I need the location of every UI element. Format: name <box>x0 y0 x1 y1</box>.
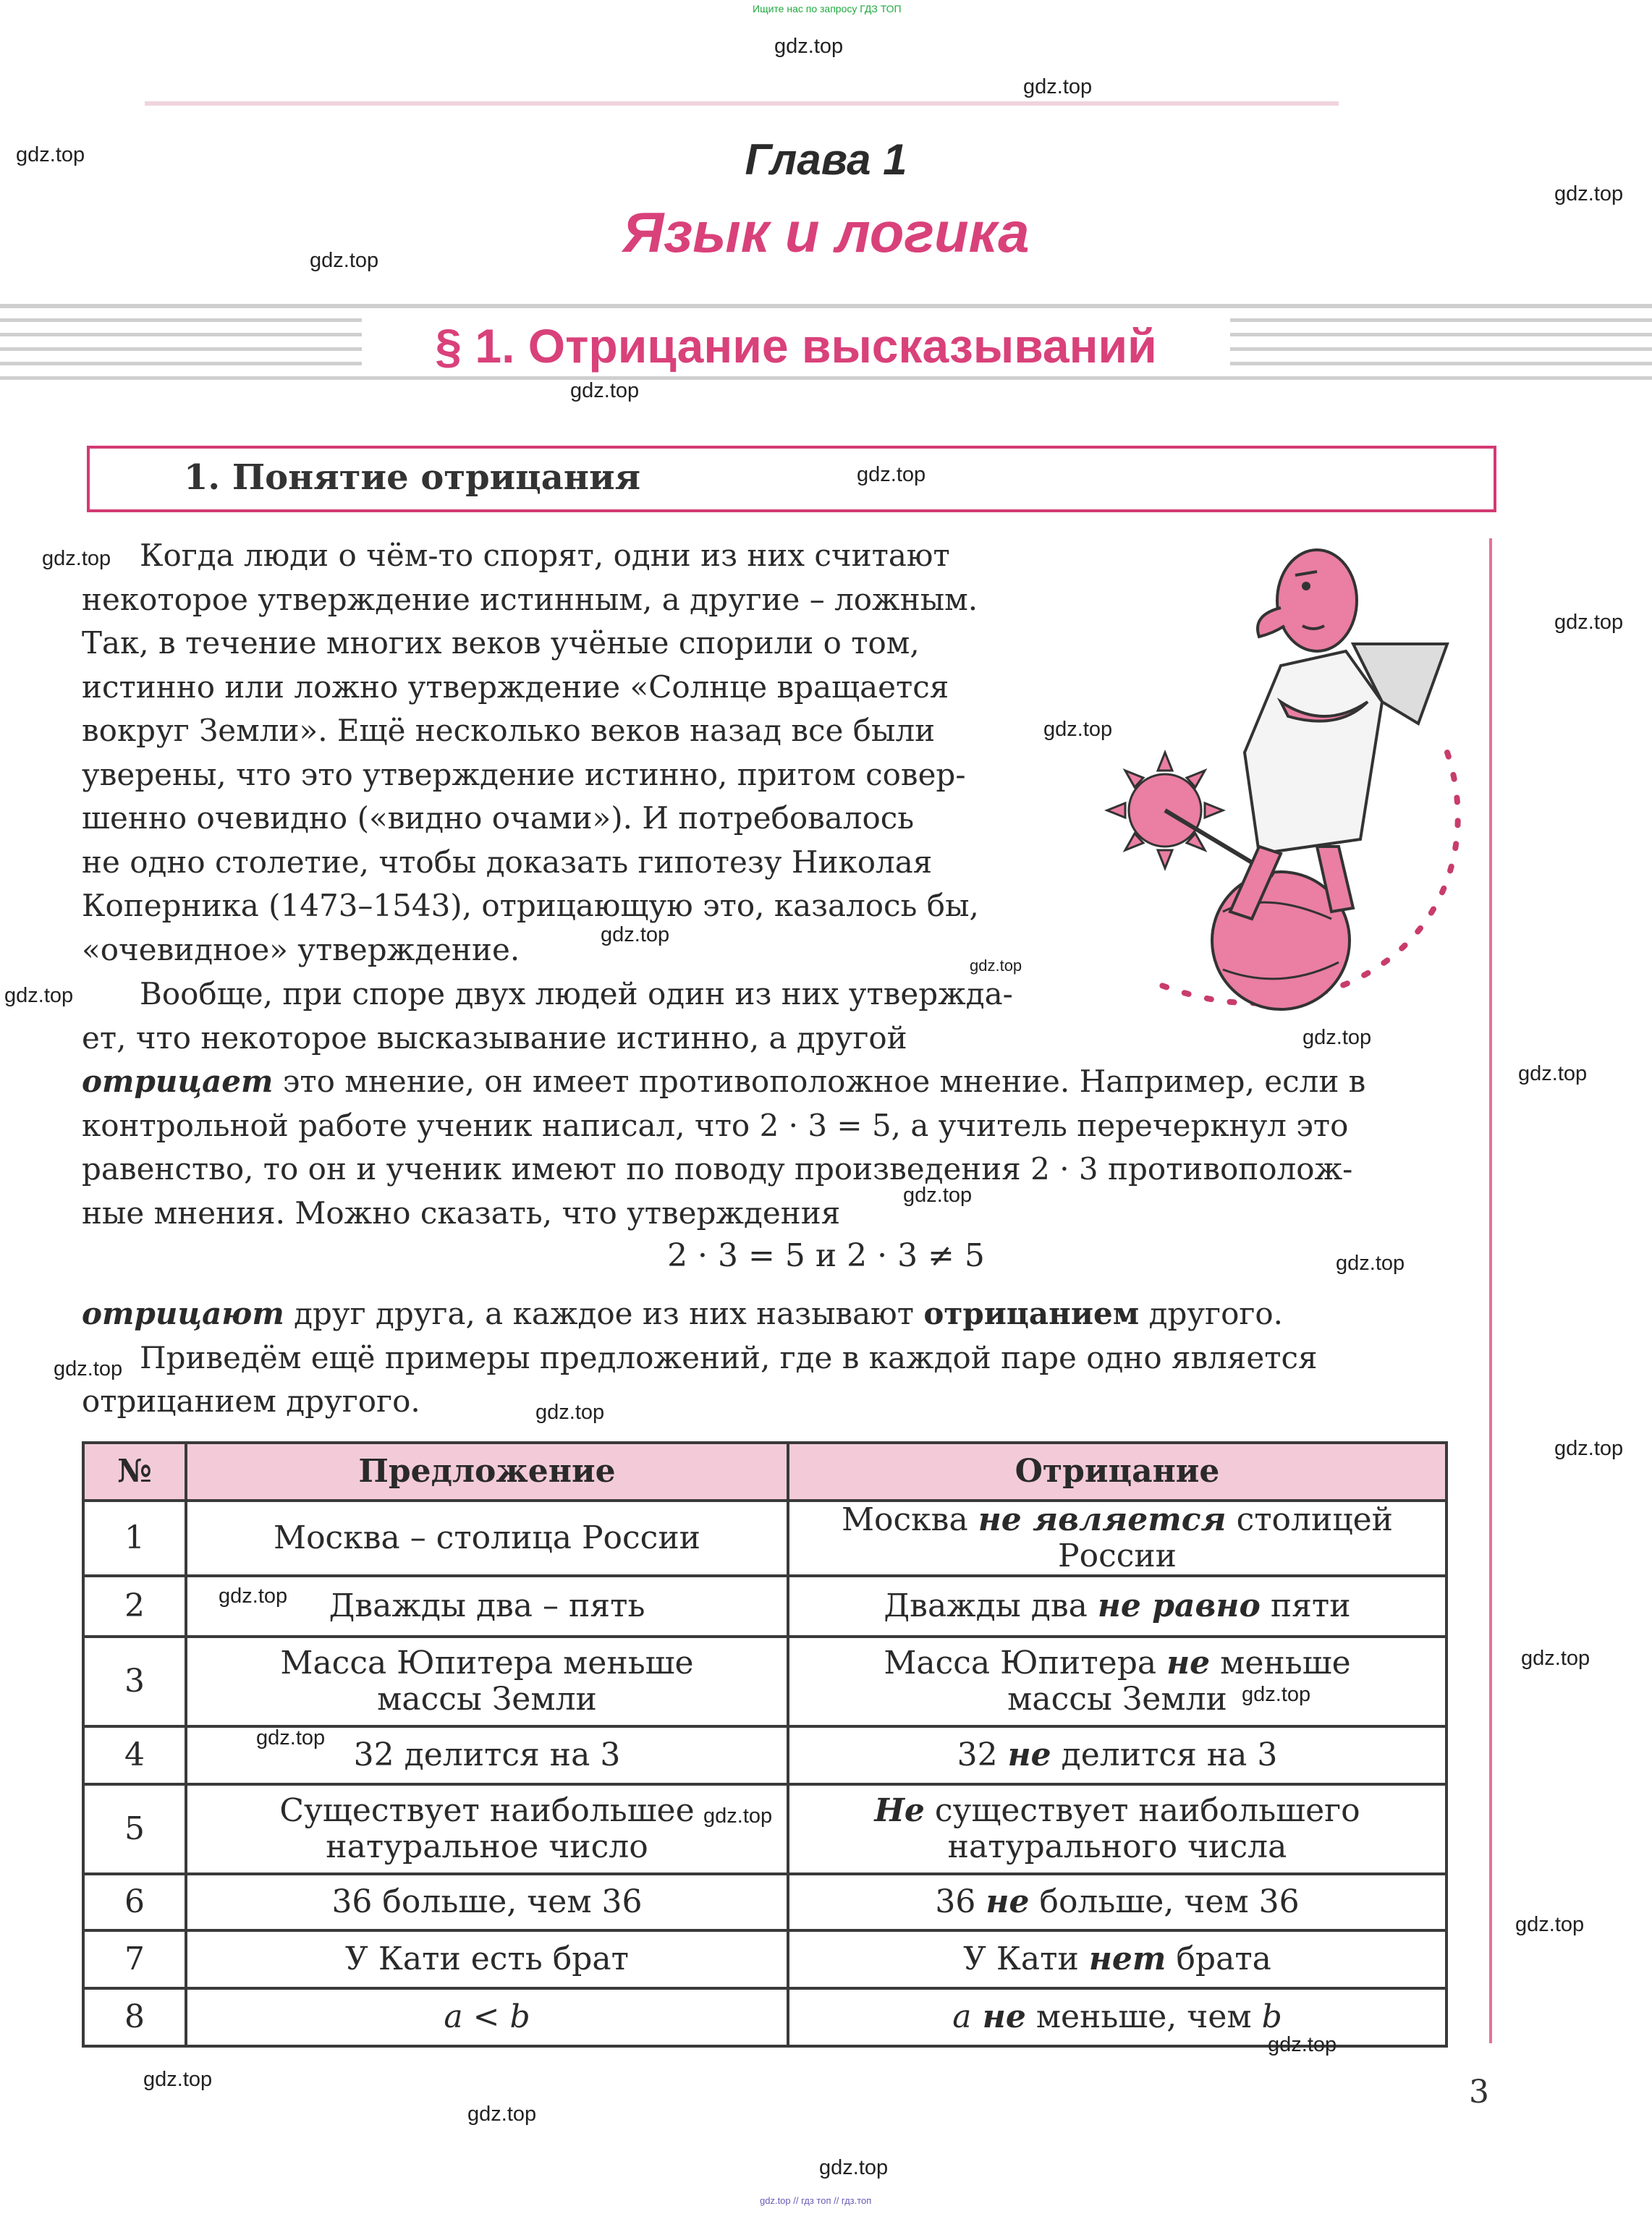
text-line: Существует наибольшее <box>279 1792 695 1829</box>
emphasis-term: отрицают <box>82 1296 284 1331</box>
bottom-note: gdz.top // гдз топ // гдз.топ <box>760 2195 872 2206</box>
text-fragment: существует наибольшего <box>924 1792 1360 1829</box>
math-variable: b <box>509 1998 530 2035</box>
header-stripe <box>0 304 1652 308</box>
row-number: 8 <box>83 1988 186 2046</box>
text-line: не одно столетие, чтобы доказать гипотезу Николая <box>82 844 933 880</box>
text-line: вокруг Земли». Ещё несколько веков назад все были <box>82 713 936 748</box>
negation-cell <box>788 1784 1446 1874</box>
watermark: gdz.top <box>903 1184 973 1207</box>
watermark: gdz.top <box>1521 1647 1590 1670</box>
header-number: № <box>83 1443 186 1501</box>
watermark: gdz.top <box>4 984 74 1007</box>
text-fragment: столицей России <box>1057 1501 1393 1574</box>
text-line: массы Земли <box>1007 1681 1227 1718</box>
statement-cell: У Кати есть брат <box>186 1930 788 1988</box>
table-header-row <box>83 1443 1446 1501</box>
text-fragment: меньше <box>1210 1645 1351 1681</box>
text-line: Когда люди о чём-то спорят, одни из них считают <box>140 538 950 573</box>
negation-word: не <box>1166 1645 1211 1681</box>
header-negation: Отрицание <box>788 1443 1446 1501</box>
text-line: Коперника (1473–1543), отрицающую это, казалось бы, <box>82 888 979 923</box>
text-line: некоторое утверждение истинным, а другие – ложным. <box>82 581 978 617</box>
statement-cell <box>186 1784 788 1874</box>
row-number: 2 <box>83 1576 186 1637</box>
watermark: gdz.top <box>1515 1913 1585 1936</box>
watermark: gdz.top <box>1518 1062 1588 1085</box>
formula: 2 · 3 = 5 и 2 · 3 ≠ 5 <box>667 1237 985 1274</box>
statement-cell: 36 больше, чем 36 <box>186 1874 788 1930</box>
header-stripe <box>145 101 1339 106</box>
negation-cell <box>788 1874 1446 1930</box>
text-line <box>792 1793 1442 1829</box>
watermark: gdz.top <box>54 1357 123 1380</box>
row-number: 1 <box>83 1501 186 1576</box>
watermark: gdz.top <box>1302 1026 1372 1049</box>
table-row <box>83 1501 1446 1576</box>
margin-rule <box>1489 538 1492 2043</box>
negation-word: не <box>1007 1736 1051 1773</box>
subsection-header <box>87 446 1496 512</box>
text-line: «очевидное» утверждение. <box>82 931 520 967</box>
text-line: ные мнения. Можно сказать, что утверждения <box>82 1195 841 1231</box>
watermark: gdz.top <box>42 547 111 570</box>
text-line: Масса Юпитера меньше <box>280 1645 694 1681</box>
illustration-man-on-globe <box>1042 535 1476 1042</box>
header-stripe <box>0 376 1652 380</box>
watermark: gdz.top <box>857 463 926 486</box>
watermark: gdz.top <box>1023 75 1093 98</box>
row-number: 7 <box>83 1930 186 1988</box>
statement-cell: Дважды два – пять <box>186 1576 788 1637</box>
watermark: gdz.top <box>1554 182 1624 205</box>
statement-cell: 32 делится на 3 <box>186 1726 788 1784</box>
watermark: gdz.top <box>970 957 1022 975</box>
section-title: § 1. Отрицание высказываний <box>362 318 1230 373</box>
math-operator: < <box>462 1998 510 2035</box>
text-line: равенство, то он и ученик имеют по поводу произведения 2 · 3 противополож- <box>82 1151 1353 1187</box>
watermark: gdz.top <box>819 2156 889 2179</box>
row-number: 4 <box>83 1726 186 1784</box>
statement-cell <box>186 1988 788 2046</box>
text-line <box>82 1060 1486 1104</box>
chapter-label: Глава 1 <box>745 135 907 184</box>
text-fragment: меньше, чем <box>1025 1998 1262 2035</box>
watermark: gdz.top <box>1043 718 1113 741</box>
math-variable: a <box>444 1998 463 2035</box>
negation-word: не <box>986 1883 1030 1920</box>
negation-word: нет <box>1088 1941 1166 1977</box>
negation-cell <box>788 1726 1446 1784</box>
watermark: gdz.top <box>535 1401 605 1424</box>
text-line: отрицанием другого. <box>82 1383 420 1419</box>
header-statement: Предложение <box>186 1443 788 1501</box>
text-line: натурального числа <box>947 1828 1287 1865</box>
text-line: истинно или ложно утверждение «Солнце вращается <box>82 669 949 705</box>
key-term: отрицанием <box>923 1296 1140 1331</box>
row-number: 6 <box>83 1874 186 1930</box>
watermark: gdz.top <box>256 1726 326 1749</box>
math-variable: b <box>1261 1998 1282 2035</box>
text-line: Вообще, при споре двух людей один из них утвержда- <box>140 976 1013 1011</box>
text-line: Так, в течение многих веков учёные спорили о том, <box>82 625 920 661</box>
row-number: 5 <box>83 1784 186 1874</box>
watermark: gdz.top <box>219 1585 288 1608</box>
text-fragment: больше, чем 36 <box>1029 1883 1300 1920</box>
text-line: натуральное число <box>326 1828 648 1865</box>
text-fragment: брата <box>1166 1941 1271 1977</box>
negation-word: не <box>971 1998 1026 2035</box>
math-variable: a <box>952 1998 972 2035</box>
table-row <box>83 1576 1446 1637</box>
chapter-title: Язык и логика <box>622 200 1030 264</box>
negation-cell <box>788 1501 1446 1576</box>
text-fragment: Дважды два <box>884 1587 1098 1624</box>
negation-cell <box>788 1576 1446 1637</box>
negation-word: не равно <box>1097 1587 1261 1624</box>
table-row <box>83 1930 1446 1988</box>
watermark: gdz.top <box>703 1804 773 1828</box>
text-fragment: пяти <box>1260 1587 1351 1624</box>
watermark: gdz.top <box>16 143 85 166</box>
watermark: gdz.top <box>143 2068 213 2091</box>
text-fragment: друг друга, а каждое из них называют <box>284 1296 924 1331</box>
top-note: Ищите нас по запросу ГДЗ ТОП <box>753 3 902 14</box>
watermark: gdz.top <box>601 923 670 946</box>
paragraph-1 <box>82 534 1051 972</box>
watermark: gdz.top <box>774 35 844 58</box>
negation-word: не является <box>978 1501 1227 1538</box>
row-number: 3 <box>83 1637 186 1726</box>
negation-cell <box>788 1637 1446 1726</box>
watermark: gdz.top <box>1554 1437 1624 1460</box>
text-fragment: делится на 3 <box>1051 1736 1278 1773</box>
watermark: gdz.top <box>467 2103 537 2126</box>
text-fragment: 36 <box>935 1883 986 1920</box>
page-number: 3 <box>1469 2074 1489 2111</box>
text-fragment: 32 <box>957 1736 1008 1773</box>
negation-cell <box>788 1988 1446 2046</box>
text-line: ет, что некоторое высказывание истинно, а другой <box>82 1019 907 1056</box>
text-line <box>82 1292 1486 1336</box>
text-line: шенно очевидно («видно очами»). И потребовалось <box>82 800 915 836</box>
text-line: уверены, что это утверждение истинно, притом совер- <box>82 756 966 792</box>
text-fragment: У Кати <box>963 1941 1089 1977</box>
text-line: массы Земли <box>377 1681 597 1718</box>
watermark: gdz.top <box>1268 2033 1337 2056</box>
table-row <box>83 1637 1446 1726</box>
emphasis-term: отрицает <box>82 1064 274 1099</box>
paragraph-3 <box>82 1292 1486 1424</box>
table-row <box>83 1988 1446 2046</box>
table-row <box>83 1784 1446 1874</box>
text-line: Приведём ещё примеры предложений, где в каждой паре одно является <box>140 1339 1318 1375</box>
negation-cell <box>788 1930 1446 1988</box>
text-fragment: Москва <box>842 1501 978 1538</box>
text-line <box>792 1645 1442 1681</box>
watermark: gdz.top <box>570 379 640 402</box>
watermark: gdz.top <box>1336 1252 1405 1275</box>
subsection-title: 1. Понятие отрицания <box>184 457 641 498</box>
statement-cell: Москва – столица России <box>186 1501 788 1576</box>
negation-word: Не <box>874 1792 925 1829</box>
watermark: gdz.top <box>310 249 379 272</box>
text-line: контрольной работе ученик написал, что 2 · 3 = 5, а учитель перечеркнул это <box>82 1107 1349 1143</box>
table-row <box>83 1874 1446 1930</box>
statement-cell <box>186 1637 788 1726</box>
text-fragment: Масса Юпитера <box>884 1645 1167 1681</box>
watermark: gdz.top <box>1242 1683 1311 1706</box>
text-fragment: другого. <box>1139 1296 1283 1331</box>
text-fragment: это мнение, он имеет противоположное мнение. Например, если в <box>273 1064 1366 1099</box>
watermark: gdz.top <box>1554 611 1624 634</box>
